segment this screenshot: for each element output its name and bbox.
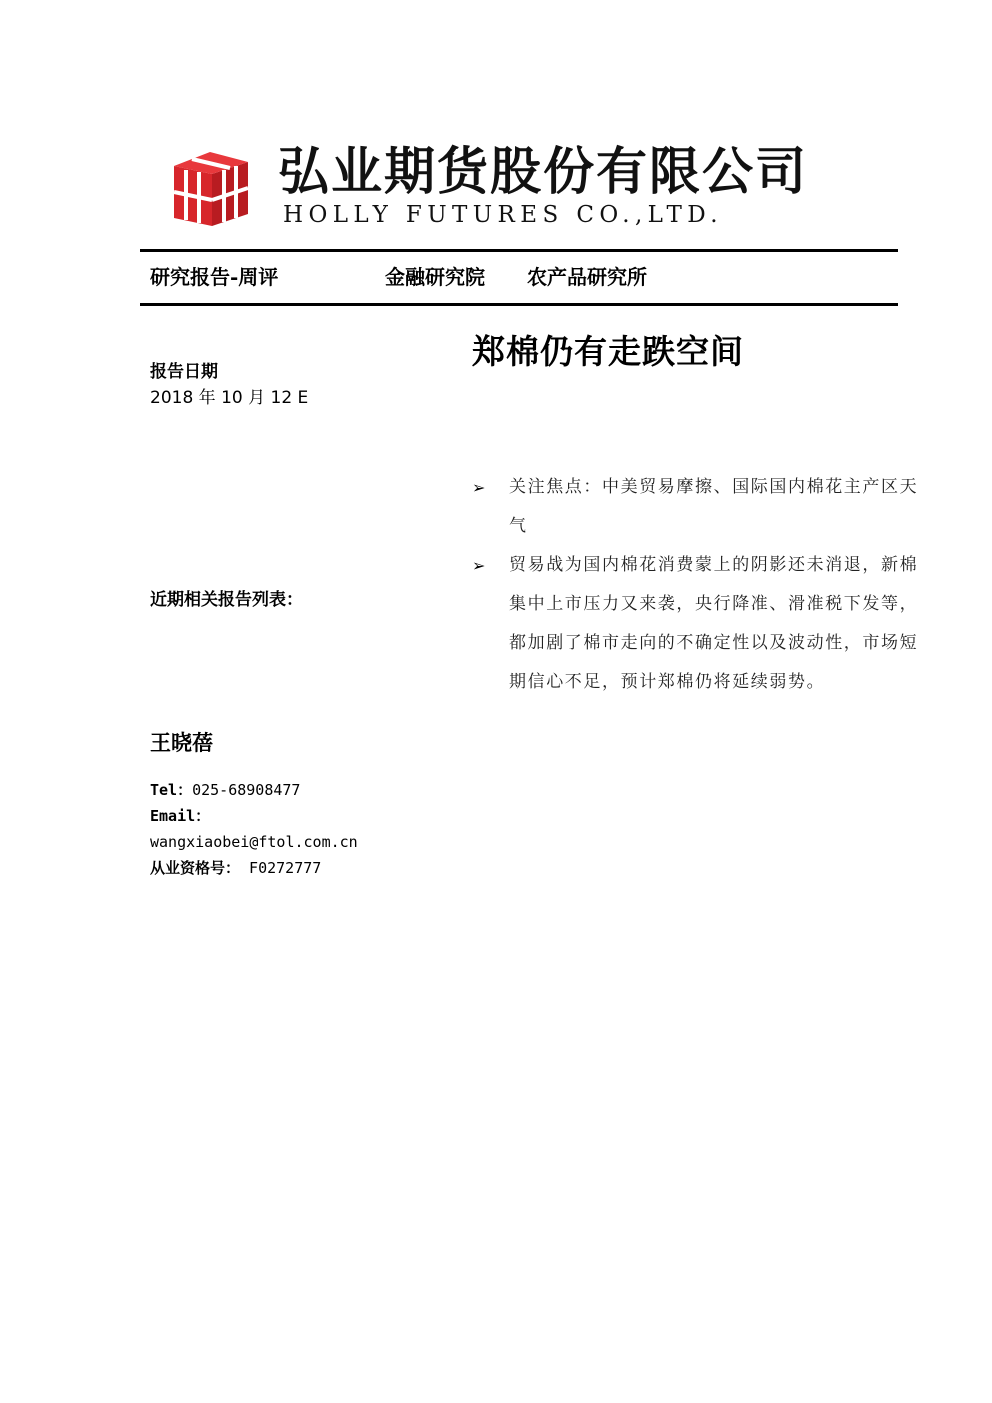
- arrow-right-icon: ➢: [472, 478, 486, 497]
- certificate-value: F0272777: [240, 859, 322, 877]
- holly-cube-logo-icon: [168, 144, 252, 228]
- summary-bullet: [472, 546, 928, 702]
- author-certificate: [150, 856, 321, 880]
- certificate-label: 从业资格号：: [150, 859, 241, 877]
- logo-chinese-name: 弘业期货股份有限公司: [278, 142, 809, 202]
- report-date-value: 2018 年 10 月 12 E: [150, 388, 309, 408]
- tel-value: 025-68908477: [192, 781, 301, 799]
- email-label: Email：: [150, 807, 211, 825]
- company-logo: [168, 140, 828, 232]
- logo-english-name: HOLLY FUTURES CO.,LTD.: [283, 202, 723, 228]
- report-date-label: 报告日期: [150, 362, 218, 382]
- author-email[interactable]: [150, 830, 358, 854]
- author-email-label-row: [150, 804, 210, 828]
- arrow-right-icon: ➢: [472, 556, 486, 575]
- header-rule-top: [140, 249, 898, 252]
- department-finance: 金融研究院: [385, 265, 485, 289]
- report-type: 研究报告-周评: [150, 265, 279, 289]
- bullet-text: 关注焦点：中美贸易摩擦、国际国内棉花主产区天气: [509, 477, 919, 536]
- author-tel: [150, 778, 300, 802]
- summary-bullet: [472, 468, 928, 546]
- summary-bullets: [472, 468, 928, 702]
- department-agriculture: 农产品研究所: [527, 265, 647, 289]
- author-name: 王晓蓓: [150, 730, 213, 755]
- bullet-text: 贸易战为国内棉花消费蒙上的阴影还未消退，新棉集中上市压力又来袭，央行降准、滑准税下发等，都加剧了棉市走向的不确定性以及波动性，市场短期信心不足，预计郑棉仍将延续弱势。: [509, 555, 919, 692]
- email-value[interactable]: wangxiaobei@ftol.com.cn: [150, 833, 358, 851]
- report-title: 郑棉仍有走跌空间: [472, 332, 744, 371]
- related-reports-label: 近期相关报告列表：: [150, 590, 303, 610]
- tel-label: Tel：: [150, 781, 193, 799]
- header-rule-bottom: [140, 303, 898, 306]
